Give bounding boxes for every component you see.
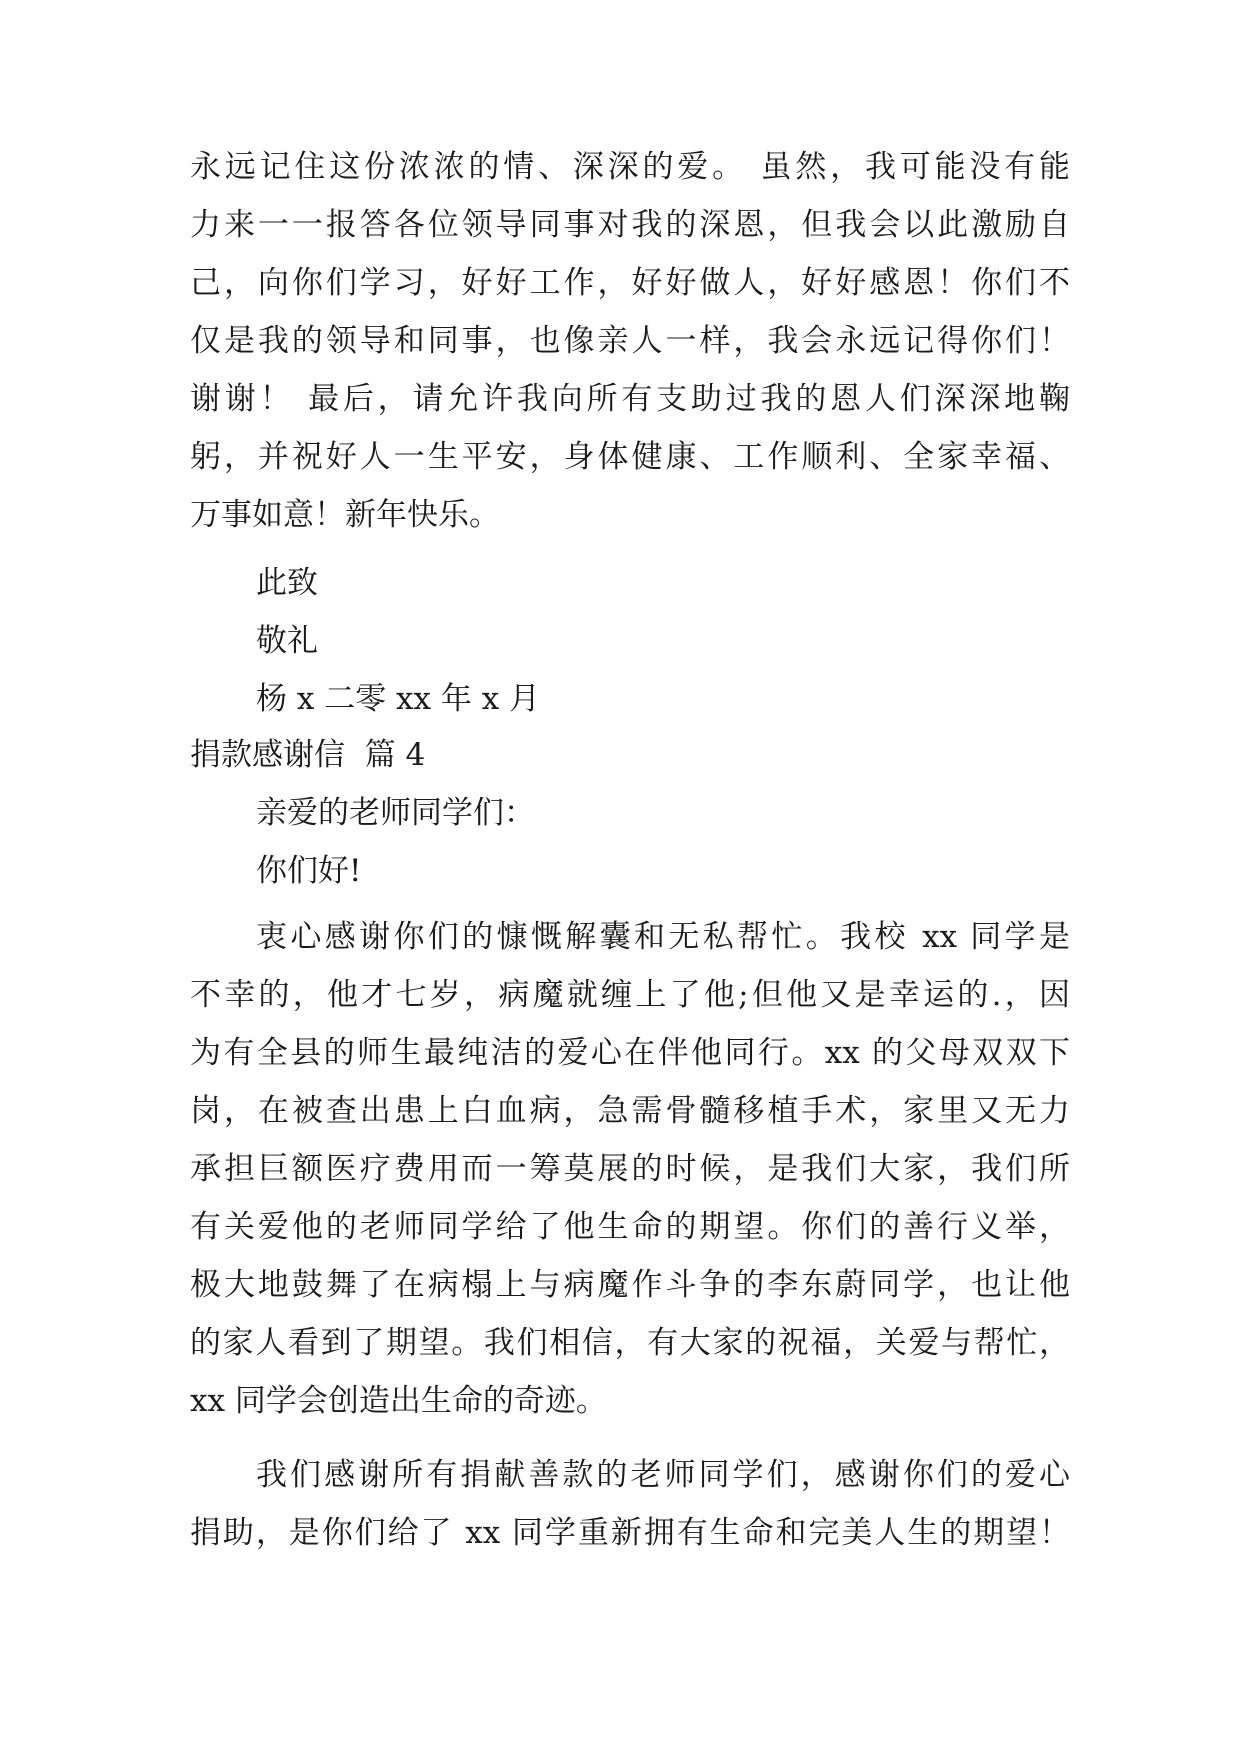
text-line: xx 同学会创造出生命的奇迹。 [190, 1383, 607, 1419]
text-line: 衷心感谢你们的慷慨解囊和无私帮忙。我校 xx 同学是 [256, 919, 1070, 955]
text-line: 躬，并祝好人一生平安，身体健康、工作顺利、全家幸福、 [190, 439, 1070, 475]
signature-line: 杨 x 二零 xx 年 x 月 [256, 681, 541, 717]
hello-line: 你们好! [256, 853, 362, 889]
text-line: 捐助，是你们给了 xx 同学重新拥有生命和完美人生的期望！ [190, 1515, 1070, 1551]
text-line: 岗，在被查出患上白血病，急需骨髓移植手术，家里又无力 [190, 1093, 1070, 1129]
text-line: 的家人看到了期望。我们相信，有大家的祝福，关爱与帮忙， [190, 1325, 1070, 1361]
text-line: 己，向你们学习，好好工作，好好做人，好好感恩！你们不 [190, 265, 1070, 301]
text-line: 永远记住这份浓浓的情、深深的爱。 虽然，我可能没有能 [190, 149, 1070, 185]
text-line: 不幸的，他才七岁，病魔就缠上了他;但他又是幸运的.，因 [190, 977, 1070, 1013]
text-line: 极大地鼓舞了在病榻上与病魔作斗争的李东蔚同学，也让他 [190, 1267, 1070, 1303]
text-line: 谢谢！ 最后，请允许我向所有支助过我的恩人们深深地鞠 [190, 381, 1070, 417]
text-line: 承担巨额医疗费用而一筹莫展的时候，是我们大家，我们所 [190, 1151, 1070, 1187]
section-heading: 捐款感谢信 篇 4 [190, 737, 426, 773]
text-line: 为有全县的师生最纯洁的爱心在伴他同行。xx 的父母双双下 [190, 1035, 1070, 1071]
closing-salute: 敬礼 [256, 623, 318, 659]
text-line: 仅是我的领导和同事，也像亲人一样，我会永远记得你们！ [190, 323, 1070, 359]
text-line: 万事如意！新年快乐。 [190, 497, 500, 533]
text-line: 我们感谢所有捐献善款的老师同学们，感谢你们的爱心 [256, 1457, 1070, 1493]
salutation: 亲爱的老师同学们： [256, 795, 535, 831]
closing-greeting: 此致 [256, 565, 318, 601]
text-line: 力来一一报答各位领导同事对我的深恩，但我会以此激励自 [190, 207, 1070, 243]
text-line: 有关爱他的老师同学给了他生命的期望。你们的善行义举， [190, 1209, 1070, 1245]
